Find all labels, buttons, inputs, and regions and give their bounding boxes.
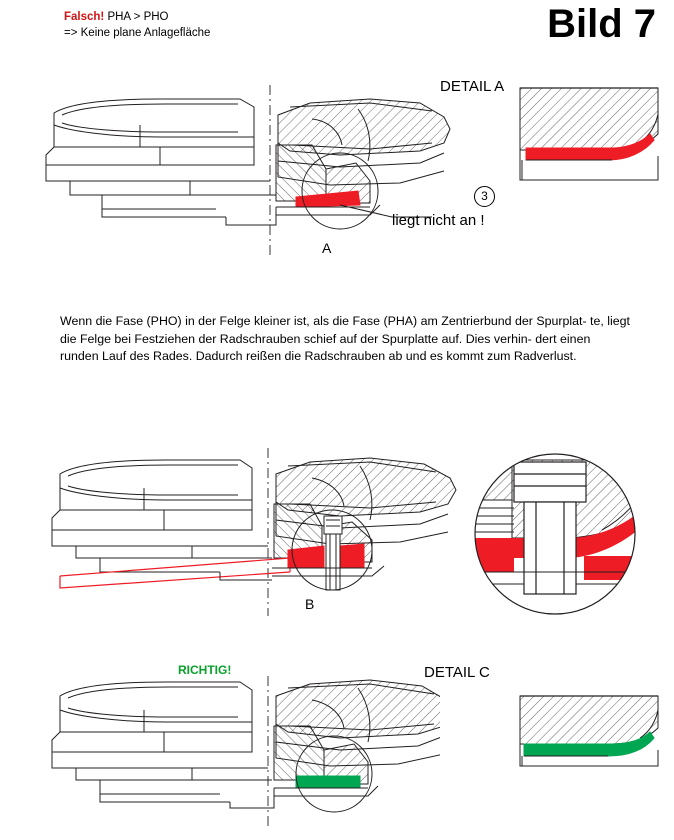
wrong-note-rest: PHA > PHO — [104, 11, 169, 23]
bottom-section-figure — [40, 676, 440, 828]
callout-a-label: A — [322, 240, 332, 256]
circle-three-marker: 3 — [474, 186, 495, 207]
top-section-figure — [40, 85, 510, 265]
callout-b-label: B — [305, 596, 315, 612]
wrong-note — [64, 10, 394, 41]
wrong-note-line2: => Keine plane Anlagefläche — [64, 27, 211, 39]
page-title: Bild 7 — [547, 2, 656, 46]
detail-c-inset — [516, 694, 662, 770]
explanation-paragraph: Wenn die Fase (PHO) in der Felge kleiner ist, als die Fase (PHA) am Zentrierbund der Spurplat- te, liegt die Felge bei Festziehen der Radschrauben schief auf der Spurplatte auf. Dies verhin- dert einen runden Lauf des Rades. Dadurch reißen die Radschrauben ab und es kommt zum Radverlust. — [60, 314, 630, 363]
middle-section-figure — [40, 446, 490, 621]
wrong-note-keyword: Falsch! — [64, 11, 105, 23]
detail-a-label: DETAIL A — [440, 78, 505, 95]
richtig-label: RICHTIG! — [178, 663, 232, 677]
detail-b-inset — [452, 452, 658, 618]
detail-a-inset — [516, 84, 662, 184]
detail-c-label: DETAIL C — [424, 664, 490, 681]
liegt-nicht-an-label: liegt nicht an ! — [392, 212, 485, 229]
